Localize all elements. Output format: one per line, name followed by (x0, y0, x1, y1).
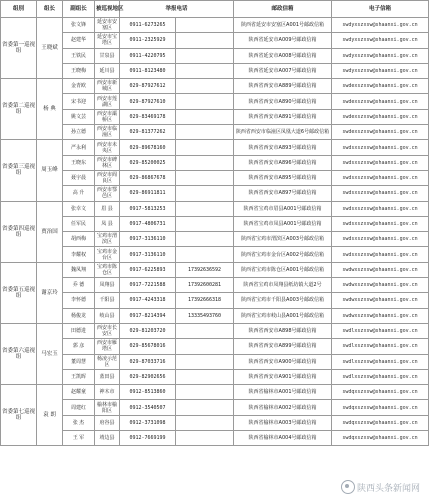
report-phone: 0912-3540507 (120, 400, 176, 415)
report-phone-mobile (176, 94, 234, 109)
email-address: swdsxszxsw@shaanxi.gov.cn (332, 140, 429, 155)
postal-box: 陕西省宝鸡市凤翔县纸坊镇大道2号 (234, 278, 332, 293)
inspected-area: 杨凌示范区 (95, 354, 120, 369)
report-phone: 0917-3136110 (120, 232, 176, 247)
postal-box: 陕西省榆林市A001号邮政信箱 (234, 385, 332, 400)
report-phone: 029-85678016 (120, 339, 176, 354)
group-name: 省委第五巡视组 (1, 262, 37, 323)
email-address: swdlxszxsw@shaanxi.gov.cn (332, 323, 429, 338)
inspected-area: 蓝田县 (95, 369, 120, 384)
table-row (1, 140, 429, 155)
email-address: swdsxszxsw@shaanxi.gov.cn (332, 201, 429, 216)
report-phone-mobile (176, 170, 234, 185)
report-phone-mobile (176, 385, 234, 400)
email-address: swdwxszxsw@shaanxi.gov.cn (332, 262, 429, 277)
inspected-area: 西安市临潼区 (95, 125, 120, 140)
email-address: swdqxszxsw@shaanxi.gov.cn (332, 431, 429, 446)
report-phone: 0917-8214394 (120, 308, 176, 323)
report-phone-mobile (176, 431, 234, 446)
header-group: 组别 (1, 1, 37, 18)
postal-box: 陕西省西安市A900号邮政信箱 (234, 354, 332, 369)
report-phone-mobile (176, 109, 234, 124)
report-phone-mobile (176, 140, 234, 155)
deputy-leader: 张 杰 (63, 415, 95, 430)
table-row (1, 232, 429, 247)
email-address: swdwxszxsw@shaanxi.gov.cn (332, 308, 429, 323)
report-phone: 0911-8123480 (120, 63, 176, 78)
report-phone: 029-86867678 (120, 170, 176, 185)
report-phone-mobile (176, 186, 234, 201)
postal-box: 陕西省延安市A009号邮政信箱 (234, 33, 332, 48)
table-row (1, 94, 429, 109)
deputy-leader: 张幸文 (63, 201, 95, 216)
inspected-area: 宝鸡市陈仓区 (95, 262, 120, 277)
deputy-leader: 王铁民 (63, 48, 95, 63)
email-address: swdyxszxsw@shaanxi.gov.cn (332, 48, 429, 63)
group-name: 省委第四巡视组 (1, 201, 37, 262)
report-phone-mobile (176, 415, 234, 430)
deputy-leader: 张文锋 (63, 18, 95, 33)
postal-box: 陕西省宝鸡市渭滨区A003号邮政信箱 (234, 232, 332, 247)
postal-box: 陕西省宝鸡市千阳县A003号邮政信箱 (234, 293, 332, 308)
email-address: swdsxszxsw@shaanxi.gov.cn (332, 232, 429, 247)
header-phone: 举报电话 (120, 1, 234, 18)
report-phone: 0917-4243318 (120, 293, 176, 308)
deputy-leader: 李耀权 (63, 247, 95, 262)
inspected-area: 眉 县 (95, 201, 120, 216)
deputy-leader: 任军民 (63, 216, 95, 231)
table-row (1, 201, 429, 216)
report-phone: 029-85200025 (120, 155, 176, 170)
report-phone-mobile (176, 232, 234, 247)
postal-box: 陕西省榆林市A003号邮政信箱 (234, 415, 332, 430)
watermark-text: 陕西头条新闻网 (356, 483, 420, 494)
table-row (1, 323, 429, 338)
group-leader: 贾治国 (37, 201, 63, 262)
table-row (1, 308, 429, 323)
report-phone: 0911-4220795 (120, 48, 176, 63)
group-name: 省委第六巡视组 (1, 323, 37, 384)
table-row (1, 216, 429, 231)
email-address: swdsxszxsw@shaanxi.gov.cn (332, 186, 429, 201)
postal-box: 陕西省宝鸡市金台区A002号邮政信箱 (234, 247, 332, 262)
report-phone-mobile (176, 354, 234, 369)
report-phone-mobile: 13335493760 (176, 308, 234, 323)
report-phone: 0917-3136110 (120, 247, 176, 262)
header-deputy: 副组长 (63, 1, 95, 18)
email-address: swdyxszxsw@shaanxi.gov.cn (332, 33, 429, 48)
report-phone: 0912-3731098 (120, 415, 176, 430)
inspected-area: 西安市新城区 (95, 79, 120, 94)
inspected-area: 延安市安塞区 (95, 18, 120, 33)
table-body (1, 18, 429, 446)
inspected-area: 凤 县 (95, 216, 120, 231)
deputy-leader: 高 升 (63, 186, 95, 201)
report-phone-mobile (176, 216, 234, 231)
report-phone: 029-81203720 (120, 323, 176, 338)
deputy-leader: 魏凤翔 (63, 262, 95, 277)
inspected-area: 凤翔县 (95, 278, 120, 293)
deputy-leader: 乔 德 (63, 278, 95, 293)
report-phone-mobile (176, 18, 234, 33)
inspected-area: 延川县 (95, 63, 120, 78)
group-leader: 马宏玉 (37, 323, 63, 384)
report-phone: 029-86911811 (120, 186, 176, 201)
report-phone: 029-87927610 (120, 94, 176, 109)
deputy-leader: 王晓梅 (63, 63, 95, 78)
deputy-leader: 王 军 (63, 431, 95, 446)
email-address: swdyxszxsw@shaanxi.gov.cn (332, 18, 429, 33)
table-row (1, 170, 429, 185)
group-name: 省委第七巡视组 (1, 385, 37, 446)
table-row (1, 339, 429, 354)
report-phone: 029-87033716 (120, 354, 176, 369)
table-row (1, 431, 429, 446)
deputy-leader: 李怀德 (63, 293, 95, 308)
email-address: swdqxszxsw@shaanxi.gov.cn (332, 400, 429, 415)
deputy-leader: 宋书迎 (63, 94, 95, 109)
postal-box: 陕西省西安市A890号邮政信箱 (234, 94, 332, 109)
email-address: swdsxszxsw@shaanxi.gov.cn (332, 216, 429, 231)
email-address: swdexszxsw@shaanxi.gov.cn (332, 109, 429, 124)
postal-box: 陕西省榆林市A002号邮政信箱 (234, 400, 332, 415)
table-row (1, 262, 429, 277)
deputy-leader: 赵建华 (63, 33, 95, 48)
postal-box: 陕西省西安市A901号邮政信箱 (234, 369, 332, 384)
postal-box: 陕西省延安市A007号邮政信箱 (234, 63, 332, 78)
inspected-area: 西安市鄠邑区 (95, 186, 120, 201)
postal-box: 陕西省西安市A893号邮政信箱 (234, 140, 332, 155)
email-address: swdlxszxsw@shaanxi.gov.cn (332, 354, 429, 369)
inspected-area: 神木市 (95, 385, 120, 400)
inspected-area: 延安市宝塔区 (95, 33, 120, 48)
inspected-area: 西安市灞桥区 (95, 109, 120, 124)
deputy-leader: 董周慧 (63, 354, 95, 369)
report-phone-mobile (176, 247, 234, 262)
report-phone-mobile (176, 323, 234, 338)
postal-box: 陕西省西安市A891号邮政信箱 (234, 109, 332, 124)
report-phone: 0911-6273265 (120, 18, 176, 33)
email-address: swdlxszxsw@shaanxi.gov.cn (332, 339, 429, 354)
postal-box: 陕西省宝鸡市眉县A001号邮政信箱 (234, 201, 332, 216)
deputy-leader: 周建红 (63, 400, 95, 415)
table-row (1, 186, 429, 201)
postal-box: 陕西省西安市A897号邮政信箱 (234, 186, 332, 201)
inspected-area: 榆林市榆阳区 (95, 400, 120, 415)
inspected-area: 宝鸡市金台区 (95, 247, 120, 262)
deputy-leader: 胡西梅 (63, 232, 95, 247)
report-phone-mobile (176, 201, 234, 216)
deputy-leader: 孙立德 (63, 125, 95, 140)
deputy-leader: 王晓东 (63, 155, 95, 170)
email-address: swdqxszxsw@shaanxi.gov.cn (332, 385, 429, 400)
table-row (1, 415, 429, 430)
group-name: 省委第三巡视组 (1, 140, 37, 201)
report-phone: 0917-6225893 (120, 262, 176, 277)
report-phone-mobile (176, 63, 234, 78)
email-address: swdqxszxsw@shaanxi.gov.cn (332, 415, 429, 430)
email-address: swdexszxsw@shaanxi.gov.cn (332, 79, 429, 94)
table-row (1, 247, 429, 262)
report-phone: 0917-5813253 (120, 201, 176, 216)
postal-box: 陕西省宝鸡市岐山县A001号邮政信箱 (234, 308, 332, 323)
header-row (1, 1, 429, 18)
inspected-area: 宝鸡市渭滨区 (95, 232, 120, 247)
report-phone-mobile (176, 79, 234, 94)
table-row (1, 63, 429, 78)
postal-box: 陕西省西安市A889号邮政信箱 (234, 79, 332, 94)
table-row (1, 278, 429, 293)
report-phone: 029-87927612 (120, 79, 176, 94)
postal-box: 陕西省西安市A895号邮政信箱 (234, 170, 332, 185)
report-phone: 0917-4806731 (120, 216, 176, 231)
report-phone-mobile (176, 125, 234, 140)
inspected-area: 西安市阎良区 (95, 170, 120, 185)
table-row (1, 400, 429, 415)
header-area: 被巡视地区 (95, 1, 120, 18)
postal-box: 陕西省西安市A899号邮政信箱 (234, 339, 332, 354)
table-row (1, 369, 429, 384)
email-address: swdwxszxsw@shaanxi.gov.cn (332, 278, 429, 293)
report-phone-mobile (176, 369, 234, 384)
report-phone: 0912-7669199 (120, 431, 176, 446)
report-phone: 029-82902656 (120, 369, 176, 384)
email-address: swdlxszxsw@shaanxi.gov.cn (332, 369, 429, 384)
inspected-area: 千阳县 (95, 293, 120, 308)
inspected-area: 靖边县 (95, 431, 120, 446)
deputy-leader: 金青欧 (63, 79, 95, 94)
postal-box: 陕西省西安市A898号邮政信箱 (234, 323, 332, 338)
source-watermark (341, 480, 420, 494)
report-phone: 0917-7221588 (120, 278, 176, 293)
postal-box: 陕西省西安市临潼区凤凰大道6号邮政信箱 (234, 125, 332, 140)
email-address: swdsxszxsw@shaanxi.gov.cn (332, 170, 429, 185)
report-phone: 029-89678160 (120, 140, 176, 155)
group-name: 省委第一巡视组 (1, 18, 37, 79)
inspected-area: 西安市莲湖区 (95, 94, 120, 109)
report-phone-mobile (176, 400, 234, 415)
table-row (1, 354, 429, 369)
deputy-leader: 田德进 (63, 323, 95, 338)
postal-box: 陕西省宝鸡市陈仓区A001号邮政信箱 (234, 262, 332, 277)
deputy-leader: 杨俊龙 (63, 308, 95, 323)
deputy-leader: 姚文芸 (63, 109, 95, 124)
group-leader: 周玉峰 (37, 140, 63, 201)
report-phone: 029-83469178 (120, 109, 176, 124)
inspected-area: 西安市雁塔区 (95, 339, 120, 354)
email-address: swdsxszxsw@shaanxi.gov.cn (332, 247, 429, 262)
report-phone: 0911-2325929 (120, 33, 176, 48)
report-phone-mobile: 17392600281 (176, 278, 234, 293)
header-address: 邮政信箱 (234, 1, 332, 18)
table-row (1, 125, 429, 140)
report-phone-mobile: 17392636592 (176, 262, 234, 277)
group-leader: 袁 朗 (37, 385, 63, 446)
report-phone-mobile: 17392666318 (176, 293, 234, 308)
table-row (1, 79, 429, 94)
report-phone-mobile (176, 33, 234, 48)
email-address: swdexszxsw@shaanxi.gov.cn (332, 125, 429, 140)
deputy-leader: 王凯晖 (63, 369, 95, 384)
report-phone: 029-81377262 (120, 125, 176, 140)
report-phone-mobile (176, 48, 234, 63)
group-leader: 谢京玲 (37, 262, 63, 323)
report-phone-mobile (176, 339, 234, 354)
table-row (1, 48, 429, 63)
postal-box: 陕西省延安市A008号邮政信箱 (234, 48, 332, 63)
table-row (1, 33, 429, 48)
postal-box: 陕西省宝鸡市凤县A001号邮政信箱 (234, 216, 332, 231)
deputy-leader: 郭 彦 (63, 339, 95, 354)
email-address: swdsxszxsw@shaanxi.gov.cn (332, 155, 429, 170)
deputy-leader: 聂宇晨 (63, 170, 95, 185)
table-row (1, 18, 429, 33)
email-address: swdwxszxsw@shaanxi.gov.cn (332, 293, 429, 308)
email-address: swdyxszxsw@shaanxi.gov.cn (332, 63, 429, 78)
header-leader: 组长 (37, 1, 63, 18)
header-email: 电子信箱 (332, 1, 429, 18)
inspected-area: 府谷县 (95, 415, 120, 430)
table-row (1, 293, 429, 308)
group-name: 省委第二巡视组 (1, 79, 37, 140)
group-leader: 王晓斌 (37, 18, 63, 79)
report-phone: 0912-8513860 (120, 385, 176, 400)
table-row (1, 385, 429, 400)
inspected-area: 西安市碑林区 (95, 155, 120, 170)
deputy-leader: 赵耀童 (63, 385, 95, 400)
watermark-logo-icon (341, 480, 355, 494)
postal-box: 陕西省延安市安塞区A001号邮政信箱 (234, 18, 332, 33)
inspected-area: 岐山县 (95, 308, 120, 323)
table-row (1, 109, 429, 124)
postal-box: 陕西省西安市A896号邮政信箱 (234, 155, 332, 170)
inspected-area: 西安市未央区 (95, 140, 120, 155)
deputy-leader: 严永利 (63, 140, 95, 155)
inspected-area: 甘泉县 (95, 48, 120, 63)
table-row (1, 155, 429, 170)
report-phone-mobile (176, 155, 234, 170)
inspected-area: 西安市长安区 (95, 323, 120, 338)
group-leader: 杨 典 (37, 79, 63, 140)
email-address: swdexszxsw@shaanxi.gov.cn (332, 94, 429, 109)
postal-box: 陕西省榆林市A004号邮政信箱 (234, 431, 332, 446)
